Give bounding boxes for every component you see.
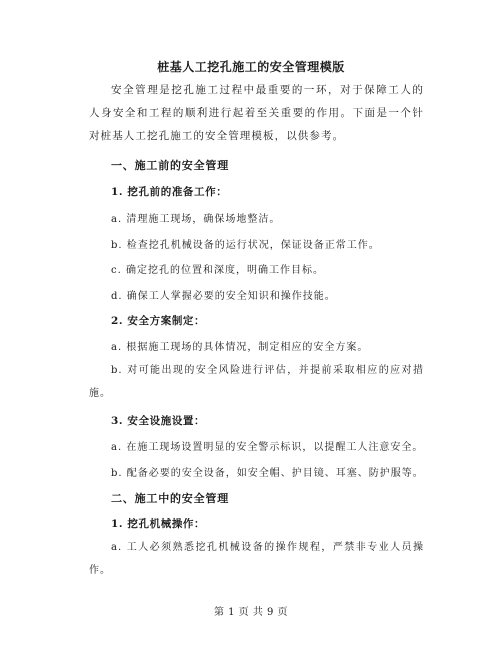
list-item: c. 确定挖孔的位置和深度，明确工作目标。 (111, 265, 324, 276)
list-item: b. 检查挖孔机械设备的运行状况，保证设备正常工作。 (111, 240, 380, 251)
list-item: a. 根据施工现场的具体情况，制定相应的安全方案。 (111, 342, 369, 353)
document-title: 桩基人工挖孔施工的安全管理模版 (157, 60, 345, 74)
subheading-machine-operation: 1. 挖孔机械操作： (111, 518, 206, 530)
section-heading-before-construction: 一、施工前的安全管理 (111, 159, 229, 172)
list-item: a. 工人必须熟悉挖孔机械设备的操作规程，严禁非专业人员操作。 (89, 542, 424, 576)
section-heading-during-construction: 二、施工中的安全管理 (111, 492, 229, 505)
subheading-safety-plan: 2. 安全方案制定： (111, 315, 206, 327)
list-item: b. 配备必要的安全设备，如安全帽、护目镜、耳塞、防护服等。 (111, 468, 424, 479)
list-item: d. 确保工人掌握必要的安全知识和操作技能。 (111, 291, 336, 302)
list-item: a. 在施工现场设置明显的安全警示标识，以提醒工人注意安全。 (111, 442, 424, 453)
subheading-preparation: 1. 挖孔前的准备工作： (111, 186, 228, 198)
intro-paragraph: 安全管理是挖孔施工过程中最重要的一环，对于保障工人的人身安全和工程的顺利进行起着至关重要的作用。下面是一个针对桩基人工挖孔施工的安全管理模板，以供参考。 (89, 84, 424, 142)
subheading-safety-facilities: 3. 安全设施设置： (111, 415, 206, 427)
page-number-footer: 第 1 页 共 9 页 (213, 607, 289, 618)
list-item: a. 清理施工现场，确保场地整洁。 (111, 214, 281, 225)
list-item: b. 对可能出现的安全风险进行评估，并提前采取相应的应对措施。 (89, 365, 424, 399)
